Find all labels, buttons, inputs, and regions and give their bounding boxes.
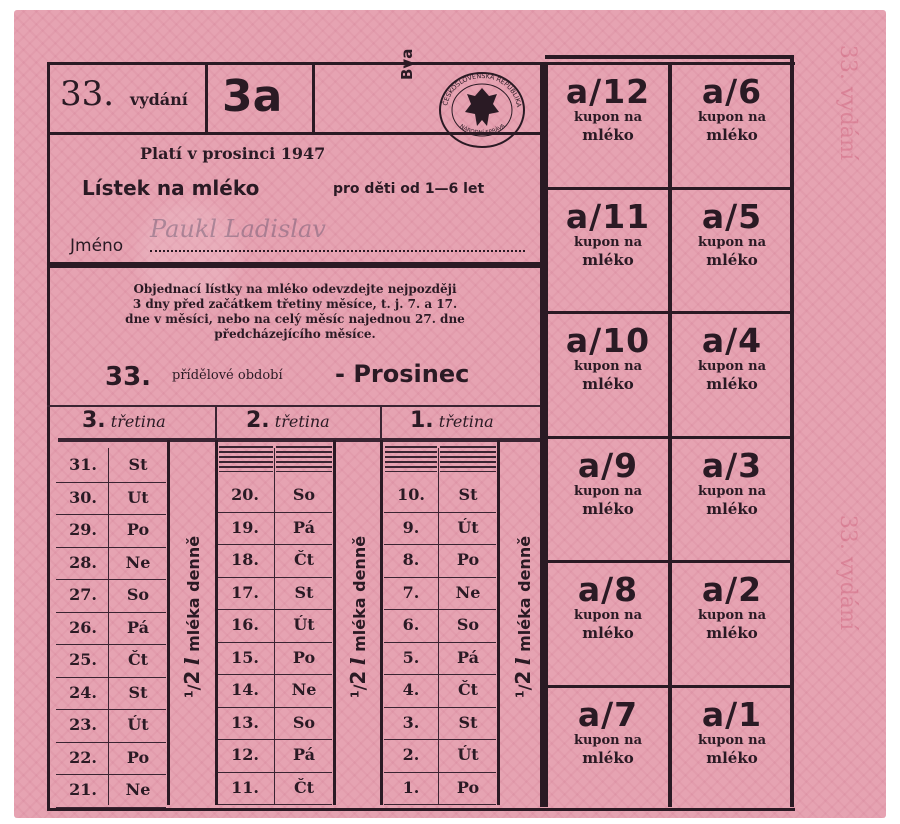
coupon-text: kupon na	[697, 110, 767, 125]
day-name: Ut	[127, 487, 149, 507]
day-number: 10.	[397, 485, 425, 504]
day-name: So	[126, 585, 150, 604]
milk-coupon	[674, 445, 790, 518]
divider	[167, 440, 170, 805]
day-number: 22.	[69, 747, 97, 767]
day-number: 16.	[231, 615, 259, 634]
divider	[380, 405, 382, 440]
coupon-text: kupon na	[697, 359, 767, 374]
period-month: - Prosinec	[335, 360, 470, 388]
divider	[497, 440, 500, 805]
day-name: Pá	[293, 517, 315, 537]
third-header-3: 3. třetina	[82, 408, 166, 433]
milk-coupon	[550, 694, 666, 767]
milk-coupon	[550, 323, 666, 393]
day-number: 15.	[231, 647, 259, 667]
day-name: Pá	[293, 745, 315, 764]
milk-coupon	[674, 694, 790, 767]
day-name: Pá	[457, 647, 479, 667]
divider	[47, 62, 317, 65]
third-header-1: 1. třetina	[410, 408, 494, 433]
milk-coupon	[674, 323, 790, 393]
day-name: Čt	[293, 550, 315, 569]
day-number: 9.	[402, 517, 420, 537]
coupon-text: mléko	[582, 499, 634, 518]
day-number: 14.	[231, 680, 259, 699]
day-number: 12.	[231, 745, 259, 764]
divider	[333, 440, 336, 805]
day-name: Čt	[457, 680, 479, 699]
day-name: Po	[126, 520, 150, 539]
coupon-code: a/8	[577, 570, 639, 609]
name-handwriting: Paukl Ladislav	[150, 215, 326, 243]
day-number: 13.	[231, 712, 259, 732]
hatched-block	[440, 446, 496, 472]
day-number: 19.	[231, 517, 259, 537]
coupon-text: mléko	[582, 375, 634, 393]
day-number: 28.	[69, 552, 97, 572]
coupon-text: kupon na	[573, 608, 643, 623]
day-name: Út	[457, 745, 479, 764]
milk-coupon	[550, 196, 666, 269]
day-name: Ne	[125, 552, 151, 572]
divider	[58, 438, 542, 442]
divider	[668, 62, 672, 807]
day-name: Čt	[127, 650, 149, 669]
daily-label-2: $^1$/2 l mléka denně	[346, 535, 370, 699]
divider	[274, 448, 275, 805]
card-code: 3a	[222, 71, 283, 122]
day-number: 30.	[69, 487, 97, 507]
day-number: 11.	[231, 777, 259, 797]
coupon-divider	[548, 311, 792, 314]
name-line	[150, 250, 525, 252]
day-number: 7.	[402, 582, 420, 602]
day-name: St	[294, 582, 314, 602]
day-number: 21.	[69, 780, 97, 799]
day-number: 6.	[402, 615, 420, 634]
day-number: 26.	[69, 617, 97, 637]
divider	[205, 64, 208, 134]
day-number: 5.	[402, 647, 420, 667]
coupon-code: a/11	[565, 196, 651, 236]
divider	[108, 448, 109, 805]
day-number: 29.	[69, 520, 97, 539]
period-label: přídělové období	[172, 368, 283, 383]
day-number: 2.	[402, 745, 420, 764]
side-watermark: 33. vydání	[835, 44, 861, 161]
milk-coupon	[674, 74, 790, 144]
divider	[438, 448, 439, 805]
coupon-divider	[548, 187, 792, 190]
coupon-code: a/2	[701, 570, 763, 609]
coupon-text: mléko	[582, 126, 634, 144]
day-number: 31.	[69, 455, 97, 474]
stamp-text-top: ČESKOSLOVENSKÁ REPUBLIKA	[441, 71, 523, 108]
day-number: 24.	[69, 682, 97, 702]
coupon-text: kupon na	[573, 483, 643, 499]
day-number: 17.	[231, 582, 259, 602]
coupon-text: kupon na	[573, 234, 643, 250]
day-name: Ne	[455, 582, 481, 602]
coupon-code: a/10	[565, 321, 651, 360]
coupon-text: mléko	[706, 250, 758, 269]
coupon-text: mléko	[706, 748, 758, 767]
coupon-code: a/4	[701, 321, 763, 360]
coupon-text: kupon na	[697, 732, 767, 748]
coupon-text: kupon na	[697, 608, 767, 623]
coupon-text: kupon na	[573, 359, 643, 374]
stamp-text-bottom: NÁRODNÍ SPRÁVA	[458, 123, 507, 137]
coupon-text: mléko	[706, 624, 758, 642]
side-watermark: 33. vydání	[835, 514, 861, 631]
coupon-divider	[548, 685, 792, 688]
coupon-text: mléko	[706, 499, 758, 518]
coupon-text: kupon na	[573, 110, 643, 125]
day-number: 3.	[402, 712, 420, 732]
name-label: Jméno	[70, 236, 124, 256]
day-name: St	[128, 455, 148, 474]
day-number: 27.	[69, 585, 97, 604]
row-divider	[218, 804, 332, 805]
day-name: Po	[292, 647, 316, 667]
day-name: Út	[127, 715, 149, 734]
divider	[47, 405, 542, 407]
day-name: So	[292, 712, 316, 732]
day-number: 20.	[231, 485, 259, 504]
row-divider	[384, 804, 496, 805]
divider	[380, 440, 383, 805]
validity-text: Platí v prosinci 1947	[140, 144, 326, 163]
coupon-divider	[548, 560, 792, 563]
issuer-mark: Bva	[398, 48, 416, 80]
coupon-text: mléko	[706, 126, 758, 144]
divider	[47, 262, 542, 268]
day-name: So	[456, 615, 480, 634]
day-name: Ne	[125, 780, 151, 799]
coupon-text: mléko	[582, 250, 634, 269]
coupon-text: kupon na	[573, 732, 643, 748]
edition-word: vydání	[130, 90, 188, 109]
day-name: Út	[293, 615, 315, 634]
coupon-code: a/5	[701, 196, 763, 236]
day-name: So	[292, 485, 316, 504]
coupon-code: a/6	[701, 72, 763, 111]
coupon-code: a/1	[701, 694, 763, 734]
divider	[790, 55, 794, 807]
coupon-separator	[540, 62, 548, 807]
day-number: 25.	[69, 650, 97, 669]
day-name: Po	[126, 747, 150, 767]
instructions: Objednací lístky na mléko odevzdejte nejpozději 3 dny před začátkem třetiny měsíce, t. j. 7. a 17. dne v měsíci, nebo na celý měsíc najednou 27. dne předcházejícího měsíce.	[125, 282, 465, 341]
day-name: Út	[457, 517, 479, 537]
coupon-text: mléko	[706, 375, 758, 393]
coupon-code: a/3	[701, 445, 763, 485]
divider	[545, 55, 794, 59]
divider	[312, 64, 315, 134]
state-emblem-stamp	[437, 70, 527, 150]
third-header-2: 2. třetina	[246, 408, 330, 433]
edition-number: 33.	[60, 74, 115, 114]
hatched-block	[219, 446, 273, 472]
day-name: St	[458, 485, 478, 504]
coupon-code: a/9	[577, 445, 639, 485]
coupon-text: kupon na	[697, 483, 767, 499]
daily-label-3: $^1$/2 l mléka denně	[180, 535, 204, 699]
card-subtitle: pro děti od 1—6 let	[333, 181, 485, 197]
row-divider	[56, 807, 166, 808]
day-name: Po	[456, 777, 480, 797]
day-number: 23.	[69, 715, 97, 734]
day-name: Ne	[291, 680, 317, 699]
milk-coupon	[674, 196, 790, 269]
milk-coupon	[550, 74, 666, 144]
divider	[215, 405, 217, 440]
svg-text:NÁRODNÍ SPRÁVA	[458, 123, 506, 136]
milk-coupon	[674, 572, 790, 642]
coupon-text: mléko	[582, 624, 634, 642]
coupon-text: kupon na	[697, 234, 767, 250]
coupon-divider	[548, 436, 792, 439]
hatched-block	[276, 446, 332, 472]
daily-label-1: $^1$/2 l mléka denně	[511, 535, 535, 699]
day-name: Čt	[293, 777, 315, 797]
day-name: Pá	[127, 617, 149, 637]
day-number: 18.	[231, 550, 259, 569]
day-number: 4.	[402, 680, 420, 699]
coupon-text: mléko	[582, 748, 634, 767]
day-name: St	[128, 682, 148, 702]
day-number: 8.	[402, 550, 420, 569]
milk-coupon	[550, 445, 666, 518]
divider	[215, 440, 218, 805]
period-number: 33.	[105, 362, 152, 392]
hatched-block	[385, 446, 437, 472]
day-name: St	[458, 712, 478, 732]
day-name: Po	[456, 550, 480, 569]
card-title: Lístek na mléko	[82, 176, 260, 200]
coupon-code: a/12	[565, 72, 651, 111]
coupon-code: a/7	[577, 694, 639, 734]
milk-coupon	[550, 572, 666, 642]
day-number: 1.	[402, 777, 420, 797]
